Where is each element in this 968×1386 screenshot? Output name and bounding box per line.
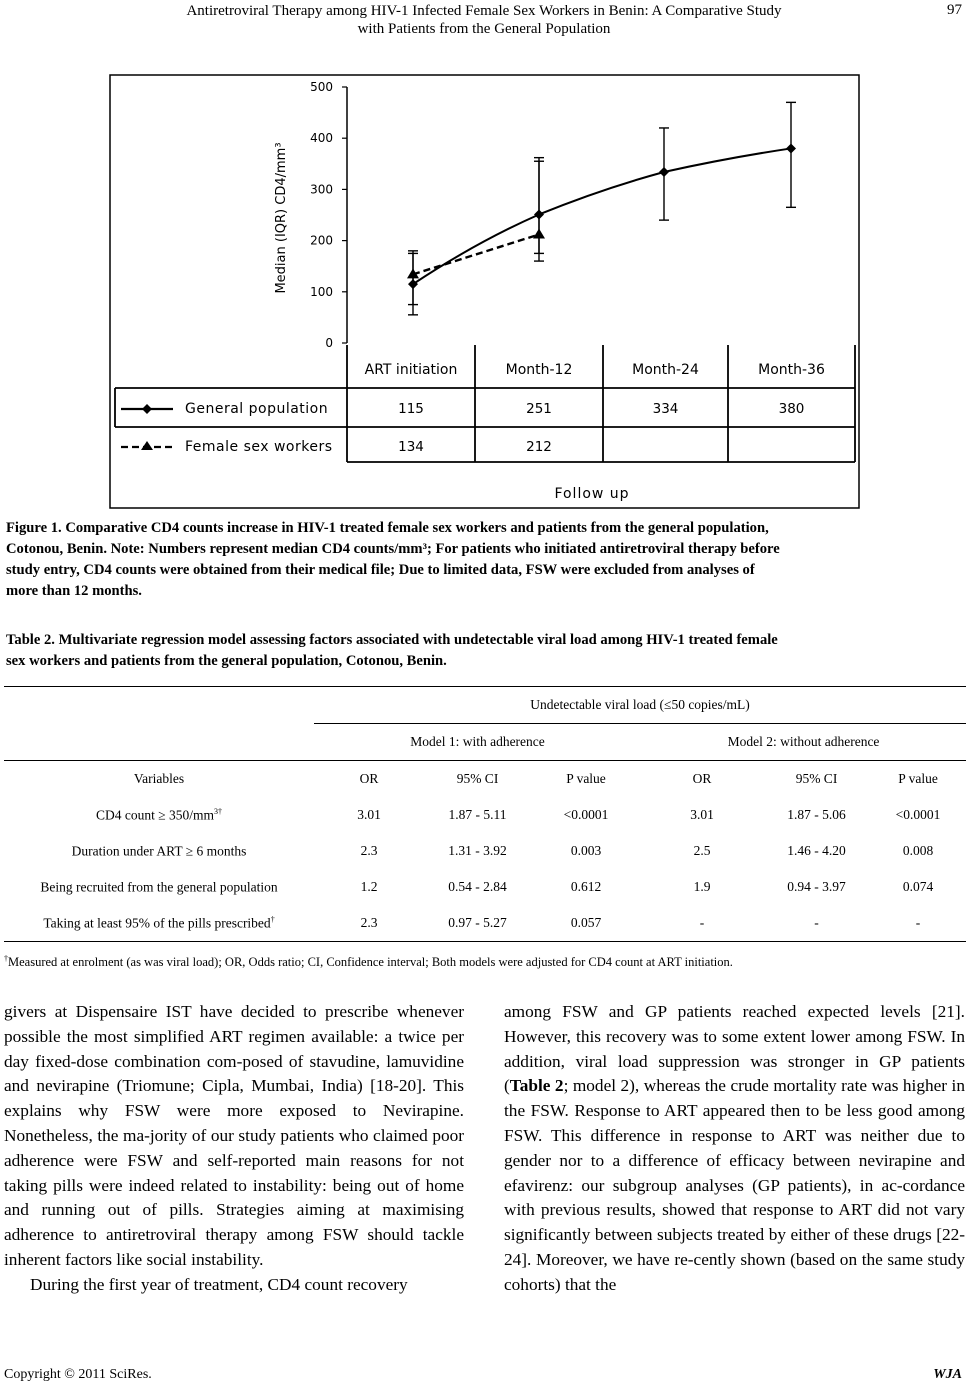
- table-cell: 0.003: [570, 843, 602, 858]
- table-row: [4, 833, 966, 869]
- table-cell: 1.9: [693, 879, 711, 894]
- category-label: Month-24: [632, 362, 699, 378]
- table-row: [4, 905, 966, 942]
- table-cell: 1.87 - 5.11: [448, 807, 507, 822]
- category-label: Month-12: [505, 362, 573, 378]
- table-caption-line: Table 2. Multivariate regression model assessing factors associated with undetectable viral load among HIV-1 treated female: [6, 632, 778, 648]
- table-cell: <0.0001: [895, 807, 941, 822]
- running-title-line1: Antiretroviral Therapy among HIV-1 Infected Female Sex Workers in Benin: A Comparative Study: [186, 3, 782, 19]
- paragraph: among FSW and GP patients reached expected levels [21]. However, this recovery was to some extent lower among FSW. In addition, viral load suppression was stronger in GP patients (Table 2; model 2), whereas the crude mortality rate was higher in the FSW. Response to ART appeared then to be less good among FSW. This difference in response to ART was neither due to gender nor to a difference of efficacy between nevirapine and efavirenz: our subgroup analyses (GP patients), in ac-cordance with previous results, showed that response to ART did not vary significantly between subjects treated by either of these drugs [22-24]. Moreover, we have re-cently shown (based on the same study cohorts) that the: [504, 1002, 965, 1294]
- column-header-row: [4, 761, 966, 798]
- table-cell: 1.2: [360, 879, 378, 894]
- table-cell: 0.612: [570, 879, 602, 894]
- legend-label: Female sex workers: [185, 439, 333, 455]
- table-cell: -: [870, 905, 966, 942]
- paragraph: During the first year of treatment, CD4 count recovery: [30, 1274, 408, 1294]
- column-header: P value: [566, 771, 606, 786]
- table-cell: 1.87 - 5.06: [787, 807, 846, 822]
- table-value: 134: [398, 439, 424, 455]
- y-tick-label: 0: [325, 336, 333, 350]
- table-value: 334: [652, 401, 679, 417]
- table-cell: 2.3: [314, 905, 424, 942]
- body-column-left: [4, 1000, 464, 1298]
- table-cell: 3.01: [357, 807, 381, 822]
- category-label: Month-36: [758, 362, 825, 378]
- model1-header: Model 1: with adherence: [314, 724, 641, 761]
- variable-cell: Duration under ART ≥ 6 months: [71, 843, 247, 859]
- column-header: 95% CI: [456, 771, 499, 786]
- y-tick-label: 300: [310, 182, 333, 197]
- variable-cell: Being recruited from the general population: [40, 879, 278, 895]
- table-cell: 0.008: [902, 843, 934, 858]
- table-cell: <0.0001: [563, 807, 609, 822]
- table-cell: 0.94 - 3.97: [787, 879, 846, 894]
- page-number: 97: [947, 2, 962, 18]
- table-row: [4, 797, 966, 833]
- table-cell: 2.3: [360, 843, 378, 858]
- table-cell: -: [763, 905, 870, 942]
- table-value: 115: [398, 401, 424, 417]
- table-value: 212: [526, 439, 552, 455]
- column-header: OR: [359, 771, 379, 786]
- table-cell: 1.31 - 3.92: [448, 843, 507, 858]
- figure-1-chart: [0, 0, 968, 520]
- table-cell: 0.074: [902, 879, 934, 894]
- table-cell: -: [641, 905, 763, 942]
- model2-header: Model 2: without adherence: [641, 724, 966, 761]
- category-label: ART initiation: [364, 362, 458, 378]
- figure-caption-line: Figure 1. Comparative CD4 counts increase in HIV-1 treated female sex workers and patients from the general population,: [6, 520, 769, 536]
- figure-caption: [6, 518, 964, 602]
- table-caption: [6, 630, 964, 672]
- table-cell: 1.46 - 4.20: [787, 843, 846, 858]
- table-cell: 0.057: [531, 905, 641, 942]
- y-axis-label: Median (IQR) CD4/mm³: [274, 142, 289, 294]
- table-footnote: †Measured at enrolment (as was viral load); OR, Odds ratio; CI, Confidence interval; Both models were adjusted for CD4 count at ART initiation.: [4, 954, 733, 970]
- column-header: OR: [692, 771, 712, 786]
- outcome-header: Undetectable viral load (≤50 copies/mL): [314, 687, 966, 724]
- variable-cell: CD4 count ≥ $350/mm^{3\dagger}$: [95, 806, 223, 823]
- table-value: 380: [778, 401, 805, 417]
- y-tick-label: 500: [310, 80, 333, 94]
- table-value: 251: [526, 401, 552, 417]
- y-tick-label: 400: [310, 131, 333, 146]
- running-title-line2: with Patients from the General Population: [357, 21, 611, 37]
- paragraph: givers at Dispensaire IST have decided to prescribe whenever possible the most simplified ART regimen available: a twice per day fixed-dose combination com-posed of stavudine, lamuvidine and nevirapine (Triomune; Cipla, Mumbai, India) [18-20]. This explains why FSW were more exposed to Nevirapine. Nonetheless, the ma-jority of our study patients who claimed poor adherence were FSW and self-reported main reasons for not taking pills were indeed related to instability: being out of home and running out of pills. Strategies aiming at maximising adherence to antiretroviral therapy among FSW should tackle inherent factors like social instability.: [4, 1002, 464, 1269]
- figure-caption-line: Cotonou, Benin. Note: Numbers represent median CD4 counts/mm³; For patients who initiated antiretroviral therapy before: [6, 541, 780, 557]
- regression-table: [4, 686, 966, 942]
- column-header: Variables: [133, 771, 185, 786]
- column-header: P value: [898, 771, 938, 786]
- variable-cell: Taking at least 95% of the pills prescribed†: [4, 905, 314, 942]
- footer-copyright: Copyright © 2011 SciRes.: [4, 1367, 152, 1382]
- y-tick-label: 100: [310, 284, 333, 299]
- table-cell: 0.54 - 2.84: [448, 879, 507, 894]
- table-cell: 0.97 - 5.27: [424, 905, 531, 942]
- table-row: [4, 869, 966, 905]
- x-axis-label: Follow up: [554, 486, 630, 502]
- legend-label: General population: [185, 401, 329, 417]
- column-header: 95% CI: [795, 771, 838, 786]
- figure-caption-line: more than 12 months.: [6, 583, 142, 599]
- table-cell: 2.5: [693, 843, 711, 858]
- footer-journal: WJA: [933, 1367, 962, 1382]
- figure-caption-line: study entry, CD4 counts were obtained from their medical file; Due to limited data, FSW were excluded from analyses of: [6, 562, 755, 578]
- table-cell: 3.01: [690, 807, 714, 822]
- table-caption-line: sex workers and patients from the general population, Cotonou, Benin.: [6, 653, 447, 669]
- y-tick-label: 200: [310, 233, 333, 248]
- table-reference[interactable]: Table 2: [509, 1076, 564, 1096]
- body-column-right: [504, 1000, 965, 1298]
